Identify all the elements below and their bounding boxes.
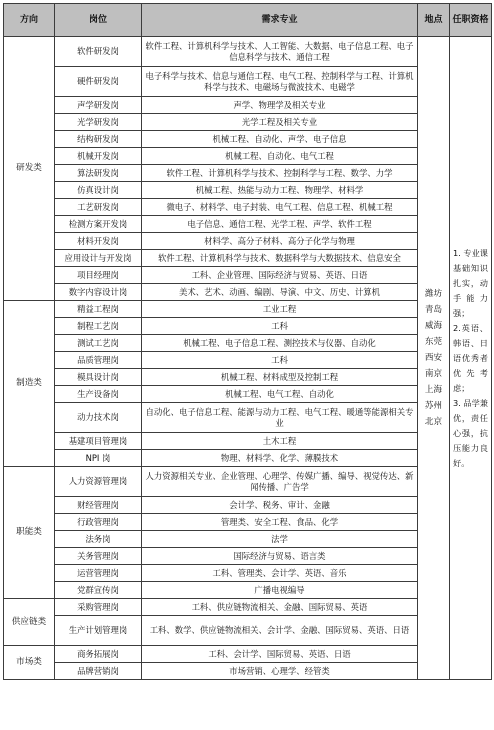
location-item: 青岛 xyxy=(424,305,443,315)
header-row xyxy=(4,4,492,37)
qualification-item: 3. 品学兼优，责任心强，抗压能力良好。 xyxy=(453,397,488,468)
majors-cell: 国际经济与贸易、语言类 xyxy=(142,548,418,565)
direction-cell: 供应链类 xyxy=(4,599,55,646)
position-cell: 模具设计岗 xyxy=(55,369,142,386)
majors-cell: 机械工程、材料成型及控制工程 xyxy=(142,369,418,386)
location-item: 威海 xyxy=(424,321,443,331)
location-item: 苏州 xyxy=(424,401,443,411)
majors-cell: 电子信息、通信工程、光学工程、声学、软件工程 xyxy=(142,216,418,233)
position-cell: 检测方案开发岗 xyxy=(55,216,142,233)
majors-cell: 机械工程、自动化、电气工程 xyxy=(142,148,418,165)
majors-cell: 机械工程、自动化、声学、电子信息 xyxy=(142,131,418,148)
location-cell xyxy=(418,37,450,680)
majors-cell: 管理类、安全工程、食品、化学 xyxy=(142,514,418,531)
position-cell: 基建项目管理岗 xyxy=(55,433,142,450)
position-cell: 测试工艺岗 xyxy=(55,335,142,352)
position-cell: 制程工艺岗 xyxy=(55,318,142,335)
position-cell: 仿真设计岗 xyxy=(55,182,142,199)
majors-cell: 声学、物理学及相关专业 xyxy=(142,97,418,114)
recruitment-table-wrapper xyxy=(3,3,491,680)
majors-cell: 机械工程、电子信息工程、测控技术与仪器、自动化 xyxy=(142,335,418,352)
position-cell: 行政管理岗 xyxy=(55,514,142,531)
position-cell: 财经管理岗 xyxy=(55,497,142,514)
position-cell: NPI 岗 xyxy=(55,450,142,467)
direction-cell: 制造类 xyxy=(4,301,55,467)
position-cell: 项目经理岗 xyxy=(55,267,142,284)
position-cell: 声学研发岗 xyxy=(55,97,142,114)
majors-cell: 会计学、税务、审计、金融 xyxy=(142,497,418,514)
position-cell: 法务岗 xyxy=(55,531,142,548)
table-body xyxy=(4,37,492,680)
header-location: 地点 xyxy=(418,4,450,37)
majors-cell: 市场营销、心理学、经管类 xyxy=(142,663,418,680)
position-cell: 软件研发岗 xyxy=(55,37,142,67)
majors-cell: 工科、企业管理、国际经济与贸易、英语、日语 xyxy=(142,267,418,284)
location-item: 西安 xyxy=(424,353,443,363)
majors-cell: 美术、艺术、动画、编剧、导演、中文、历史、计算机 xyxy=(142,284,418,301)
majors-cell: 软件工程、计算机科学与技术、数据科学与大数据技术、信息安全 xyxy=(142,250,418,267)
location-item: 北京 xyxy=(424,417,443,427)
majors-cell: 工科、会计学、国际贸易、英语、日语 xyxy=(142,646,418,663)
qualification-item: 2.英语、韩语、日语优秀者优先考虑； xyxy=(453,322,488,393)
location-item: 南京 xyxy=(424,369,443,379)
position-cell: 硬件研发岗 xyxy=(55,67,142,97)
recruitment-table xyxy=(3,3,492,680)
majors-cell: 工科 xyxy=(142,352,418,369)
majors-cell: 工科、数学、供应链物流相关、会计学、金融、国际贸易、英语、日语 xyxy=(142,616,418,646)
direction-cell: 职能类 xyxy=(4,467,55,599)
majors-cell: 工科 xyxy=(142,318,418,335)
position-cell: 光学研发岗 xyxy=(55,114,142,131)
majors-cell: 电子科学与技术、信息与通信工程、电气工程、控制科学与工程、计算机科学与技术、电磁场与微波技术、电磁学 xyxy=(142,67,418,97)
position-cell: 工艺研发岗 xyxy=(55,199,142,216)
majors-cell: 微电子、材料学、电子封装、电气工程、信息工程、机械工程 xyxy=(142,199,418,216)
majors-cell: 材料学、高分子材料、高分子化学与物理 xyxy=(142,233,418,250)
table-row xyxy=(4,37,492,67)
qualification-item: 1. 专业课基础知识扎实，动手能力强； xyxy=(453,247,488,318)
majors-cell: 广播电视编导 xyxy=(142,582,418,599)
direction-cell: 研发类 xyxy=(4,37,55,301)
location-item: 上海 xyxy=(424,385,443,395)
position-cell: 生产计划管理岗 xyxy=(55,616,142,646)
position-cell: 党群宣传岗 xyxy=(55,582,142,599)
direction-cell: 市场类 xyxy=(4,646,55,680)
position-cell: 算法研发岗 xyxy=(55,165,142,182)
position-cell: 动力技术岗 xyxy=(55,403,142,433)
majors-cell: 工科、供应链物流相关、金融、国际贸易、英语 xyxy=(142,599,418,616)
majors-cell: 工科、管理类、会计学、英语、音乐 xyxy=(142,565,418,582)
position-cell: 品牌营销岗 xyxy=(55,663,142,680)
header-majors: 需求专业 xyxy=(142,4,418,37)
majors-cell: 软件工程、计算机科学与技术、人工智能、大数据、电子信息工程、电子信息科学与技术、通信工程 xyxy=(142,37,418,67)
majors-cell: 自动化、电子信息工程、能源与动力工程、电气工程、暖通等能源相关专业 xyxy=(142,403,418,433)
position-cell: 精益工程岗 xyxy=(55,301,142,318)
position-cell: 关务管理岗 xyxy=(55,548,142,565)
majors-cell: 人力资源相关专业、企业管理、心理学、传媒广播、编导、视觉传达、新闻传播、广告学 xyxy=(142,467,418,497)
position-cell: 应用设计与开发岗 xyxy=(55,250,142,267)
position-cell: 数字内容设计岗 xyxy=(55,284,142,301)
position-cell: 结构研发岗 xyxy=(55,131,142,148)
position-cell: 机械开发岗 xyxy=(55,148,142,165)
majors-cell: 光学工程及相关专业 xyxy=(142,114,418,131)
position-cell: 采购管理岗 xyxy=(55,599,142,616)
majors-cell: 工业工程 xyxy=(142,301,418,318)
position-cell: 品质管理岗 xyxy=(55,352,142,369)
header-position: 岗位 xyxy=(55,4,142,37)
location-item: 东莞 xyxy=(424,337,443,347)
position-cell: 运营管理岗 xyxy=(55,565,142,582)
header-direction: 方向 xyxy=(4,4,55,37)
majors-cell: 软件工程、计算机科学与技术、控制科学与工程、数学、力学 xyxy=(142,165,418,182)
majors-cell: 物理、材料学、化学、薄膜技术 xyxy=(142,450,418,467)
majors-cell: 法学 xyxy=(142,531,418,548)
position-cell: 材料开发岗 xyxy=(55,233,142,250)
location-item: 潍坊 xyxy=(424,289,443,299)
position-cell: 生产设备岗 xyxy=(55,386,142,403)
header-qualification: 任职资格 xyxy=(450,4,492,37)
position-cell: 商务拓展岗 xyxy=(55,646,142,663)
majors-cell: 土木工程 xyxy=(142,433,418,450)
position-cell: 人力资源管理岗 xyxy=(55,467,142,497)
qualification-cell xyxy=(450,37,492,680)
majors-cell: 机械工程、热能与动力工程、物理学、材料学 xyxy=(142,182,418,199)
majors-cell: 机械工程、电气工程、自动化 xyxy=(142,386,418,403)
